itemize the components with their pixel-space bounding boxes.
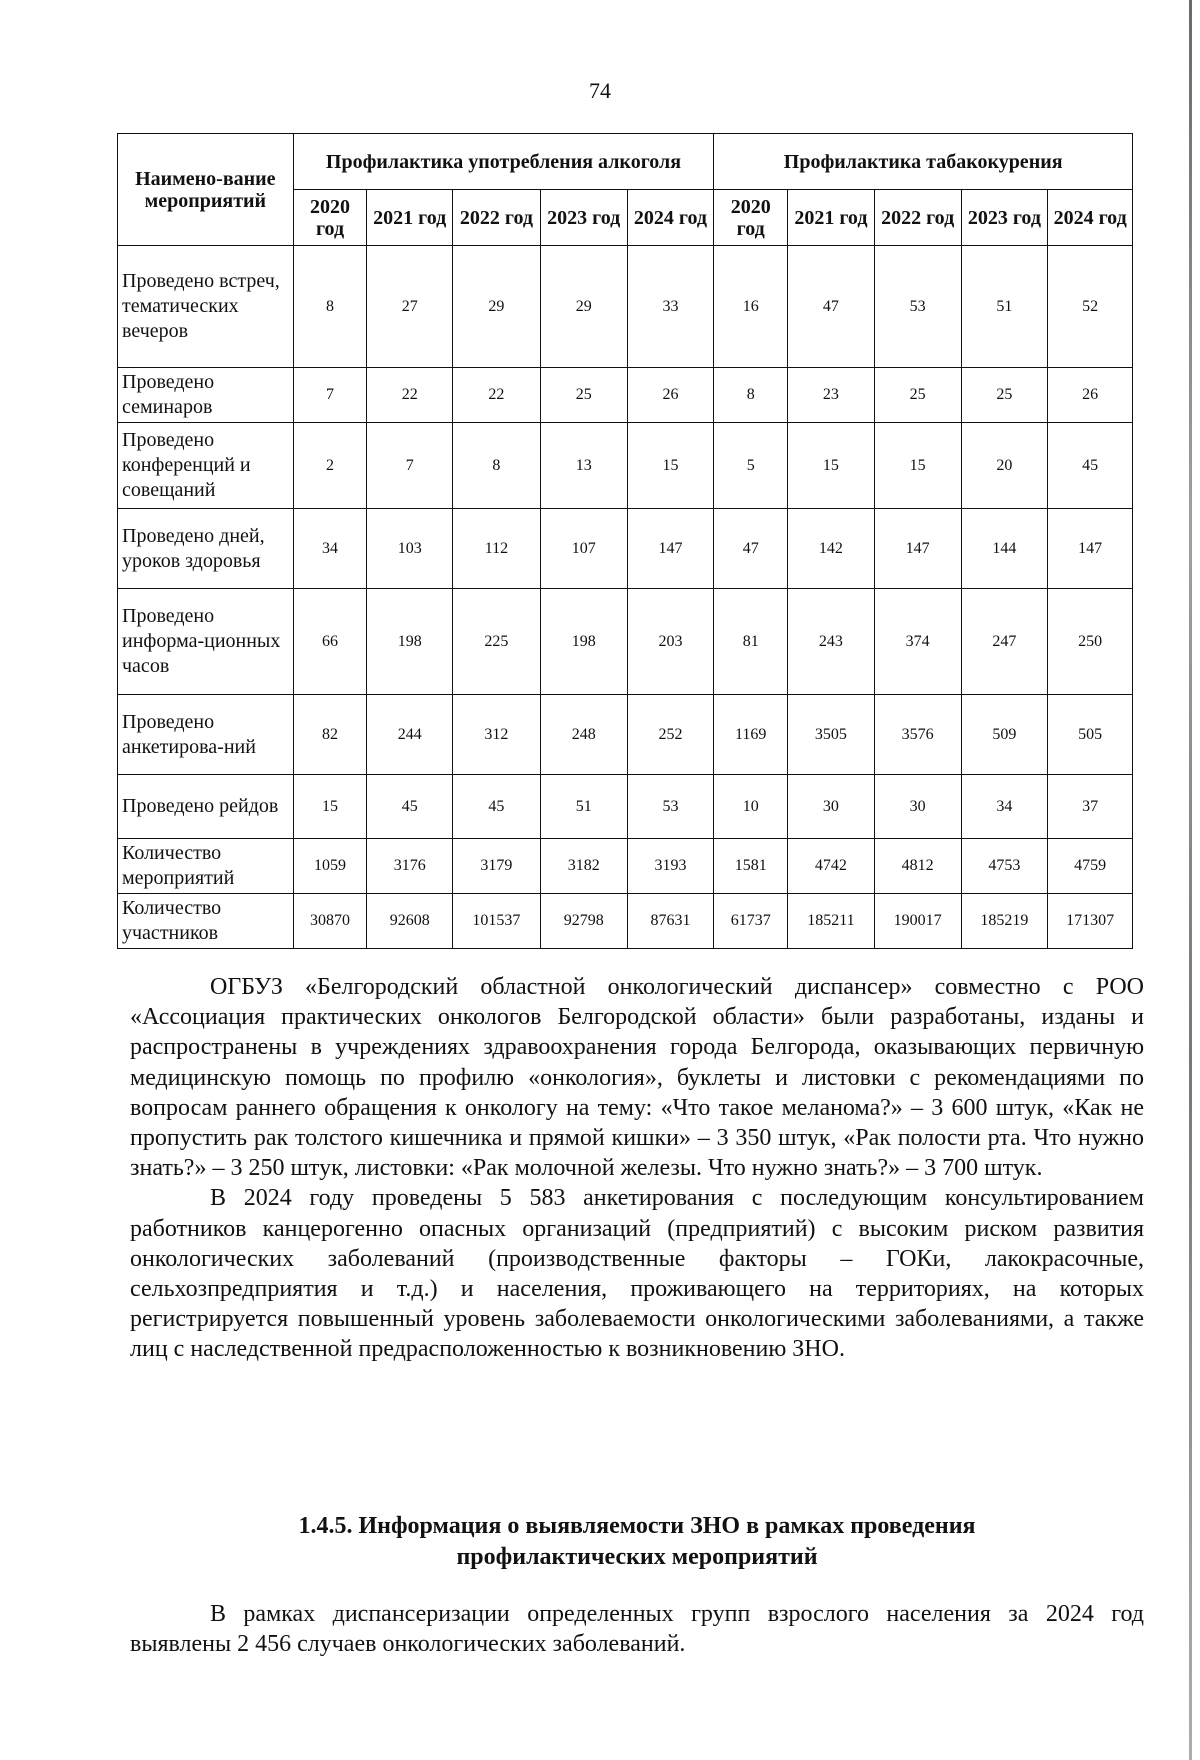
table-cell: 203 [627, 589, 714, 695]
table-cell: 1059 [293, 839, 367, 894]
row-label: Проведено конференций и совещаний [118, 423, 294, 509]
table-cell: 312 [453, 695, 541, 775]
year-header: 2020 год [714, 190, 788, 246]
row-label: Проведено семинаров [118, 368, 294, 423]
year-header: 2022 год [453, 190, 541, 246]
table-cell: 3576 [874, 695, 961, 775]
row-label: Количество участников [118, 894, 294, 949]
table-cell: 101537 [453, 894, 541, 949]
table-cell: 144 [961, 509, 1048, 589]
group-header-alcohol: Профилактика употребления алкоголя [293, 134, 714, 190]
table-cell: 7 [367, 423, 453, 509]
table-cell: 45 [367, 775, 453, 839]
table-cell: 13 [540, 423, 627, 509]
table-cell: 8 [453, 423, 541, 509]
section-heading [130, 1511, 1144, 1573]
activities-table [117, 133, 1133, 949]
table-cell: 30870 [293, 894, 367, 949]
table-cell: 198 [540, 589, 627, 695]
row-label: Проведено рейдов [118, 775, 294, 839]
table-cell: 171307 [1048, 894, 1133, 949]
table-cell: 82 [293, 695, 367, 775]
year-header: 2021 год [367, 190, 453, 246]
page-edge-shadow [1189, 0, 1192, 1760]
table-cell: 3176 [367, 839, 453, 894]
group-header-tobacco: Профилактика табакокурения [714, 134, 1133, 190]
table-cell: 247 [961, 589, 1048, 695]
table-cell: 33 [627, 246, 714, 368]
table-cell: 3193 [627, 839, 714, 894]
table-cell: 107 [540, 509, 627, 589]
table-cell: 198 [367, 589, 453, 695]
paragraph-screening-text: В рамках диспансеризации определенных групп взрослого населения за 2024 год выявлены 2 456 случаев онкологических заболеваний. [130, 1601, 1144, 1658]
table-cell: 147 [874, 509, 961, 589]
table-cell: 3505 [788, 695, 875, 775]
table-cell: 53 [627, 775, 714, 839]
table-cell: 45 [453, 775, 541, 839]
table-cell: 4742 [788, 839, 875, 894]
table-cell: 112 [453, 509, 541, 589]
year-header: 2024 год [627, 190, 714, 246]
table-cell: 225 [453, 589, 541, 695]
table-cell: 29 [540, 246, 627, 368]
table-cell: 37 [1048, 775, 1133, 839]
table-cell: 4759 [1048, 839, 1133, 894]
table-cell: 25 [874, 368, 961, 423]
table-cell: 53 [874, 246, 961, 368]
year-header: 2024 год [1048, 190, 1133, 246]
table-cell: 92798 [540, 894, 627, 949]
row-label: Проведено анкетирова-ний [118, 695, 294, 775]
paragraph-booklets-text: ОГБУЗ «Белгородский областной онкологический диспансер» совместно с РОО «Ассоциация практических онкологов Белгородской области» были разработаны, изданы и распространены в учреждениях здравоохранения города Белгорода, оказывающих первичную медицинскую помощь по профилю «онкология», буклеты и листовки с рекомендациями по вопросам раннего обращения к онкологу на тему: «Что такое меланома?» – 3 600 штук, «Как не пропустить рак толстого кишечника и прямой кишки» – 3 350 штук, «Рак полости рта. Что нужно знать?» – 3 250 штук, листовки: «Рак молочной железы. Что нужно знать?» – 3 700 штук. [130, 974, 1144, 1182]
table-cell: 505 [1048, 695, 1133, 775]
table-cell: 25 [961, 368, 1048, 423]
table-cell: 8 [714, 368, 788, 423]
table-cell: 7 [293, 368, 367, 423]
table-cell: 22 [453, 368, 541, 423]
table-row [118, 894, 1133, 949]
table-cell: 250 [1048, 589, 1133, 695]
paragraph-surveys-text: В 2024 году проведены 5 583 анкетирования с последующим консультированием работников канцерогенно опасных организаций (предприятий) с высоким риском развития онкологических заболеваний (производственные факторы – ГОКи, лакокрасочные, сельхозпредприятия и т.д.) и населения, проживающего на территориях, на которых регистрируется повышенный уровень заболеваемости онкологическими заболеваниями, а также лиц с наследственной предрасположенностью к возникновению ЗНО. [130, 1185, 1144, 1363]
table-row [118, 509, 1133, 589]
table-cell: 45 [1048, 423, 1133, 509]
table-cell: 4812 [874, 839, 961, 894]
table-cell: 51 [540, 775, 627, 839]
table-cell: 142 [788, 509, 875, 589]
year-header: 2023 год [961, 190, 1048, 246]
table-cell: 185219 [961, 894, 1048, 949]
table-cell: 147 [1048, 509, 1133, 589]
table-cell: 52 [1048, 246, 1133, 368]
section-heading-line-2: профилактических мероприятий [456, 1544, 818, 1570]
table-cell: 92608 [367, 894, 453, 949]
row-label: Проведено информа-ционных часов [118, 589, 294, 695]
table-row [118, 423, 1133, 509]
table-row [118, 368, 1133, 423]
table-cell: 1169 [714, 695, 788, 775]
table-cell: 26 [627, 368, 714, 423]
table-cell: 81 [714, 589, 788, 695]
table-row [118, 775, 1133, 839]
table-cell: 26 [1048, 368, 1133, 423]
row-label: Проведено встреч, тематических вечеров [118, 246, 294, 368]
year-header: 2023 год [540, 190, 627, 246]
table-cell: 66 [293, 589, 367, 695]
table-cell: 2 [293, 423, 367, 509]
table-cell: 34 [293, 509, 367, 589]
table-cell: 8 [293, 246, 367, 368]
table-cell: 4753 [961, 839, 1048, 894]
table-header-row [118, 134, 1133, 190]
table-cell: 243 [788, 589, 875, 695]
table-cell: 3179 [453, 839, 541, 894]
table-cell: 30 [788, 775, 875, 839]
table-cell: 30 [874, 775, 961, 839]
table-cell: 103 [367, 509, 453, 589]
table-row [118, 839, 1133, 894]
table-cell: 147 [627, 509, 714, 589]
table-cell: 22 [367, 368, 453, 423]
table-cell: 244 [367, 695, 453, 775]
table-cell: 185211 [788, 894, 875, 949]
table-row [118, 246, 1133, 368]
table-cell: 248 [540, 695, 627, 775]
table-cell: 34 [961, 775, 1048, 839]
table-cell: 10 [714, 775, 788, 839]
table-cell: 20 [961, 423, 1048, 509]
table-cell: 374 [874, 589, 961, 695]
table-cell: 47 [714, 509, 788, 589]
table-cell: 61737 [714, 894, 788, 949]
table-cell: 1581 [714, 839, 788, 894]
paragraph-booklets [130, 972, 1144, 1365]
table-cell: 47 [788, 246, 875, 368]
year-header: 2021 год [788, 190, 875, 246]
table-cell: 25 [540, 368, 627, 423]
table-cell: 15 [627, 423, 714, 509]
year-header: 2022 год [874, 190, 961, 246]
table-cell: 16 [714, 246, 788, 368]
table-cell: 15 [874, 423, 961, 509]
table-cell: 29 [453, 246, 541, 368]
table-cell: 15 [293, 775, 367, 839]
table-cell: 252 [627, 695, 714, 775]
table-cell: 15 [788, 423, 875, 509]
row-label: Проведено дней, уроков здоровья [118, 509, 294, 589]
section-heading-line-1: 1.4.5. Информация о выявляемости ЗНО в рамках проведения [298, 1513, 976, 1539]
table-cell: 87631 [627, 894, 714, 949]
table-cell: 27 [367, 246, 453, 368]
table-cell: 3182 [540, 839, 627, 894]
table-cell: 23 [788, 368, 875, 423]
paragraph-screening [130, 1599, 1144, 1659]
year-header: 2020 год [293, 190, 367, 246]
corner-header: Наимено-вание мероприятий [118, 134, 294, 246]
row-label: Количество мероприятий [118, 839, 294, 894]
table-cell: 5 [714, 423, 788, 509]
table-cell: 509 [961, 695, 1048, 775]
page-number: 74 [589, 78, 611, 103]
table-row [118, 695, 1133, 775]
table-row [118, 589, 1133, 695]
table-cell: 190017 [874, 894, 961, 949]
table-cell: 51 [961, 246, 1048, 368]
